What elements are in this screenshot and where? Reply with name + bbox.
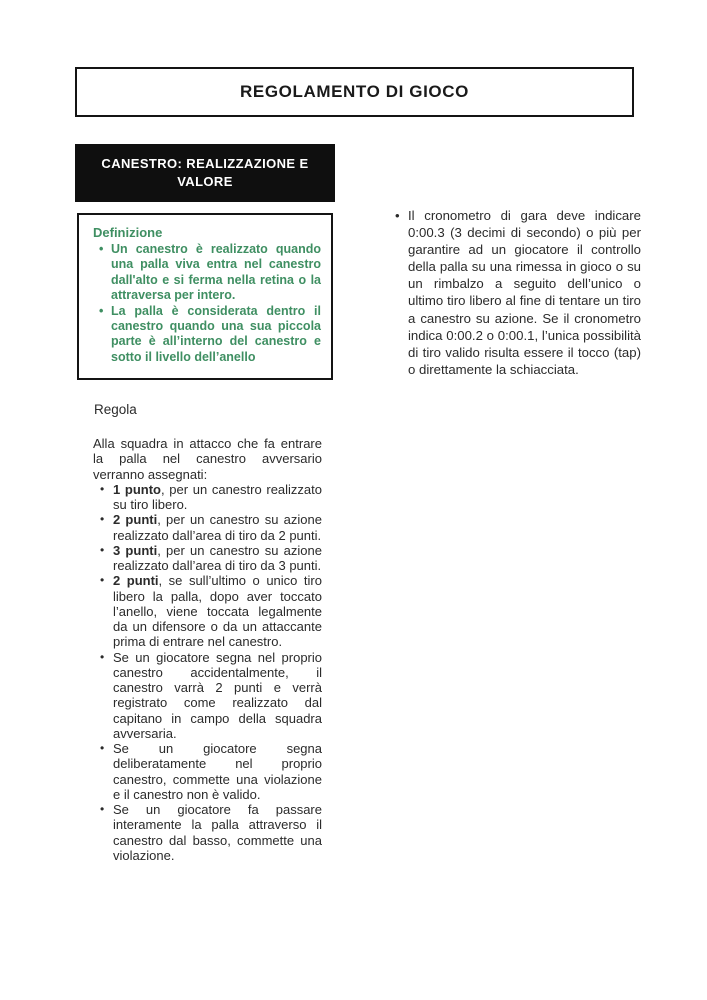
rule-bullet-text: , per un canestro su azione realizzato dall’area di tiro da 3 punti.	[113, 542, 322, 573]
rule-bullet	[113, 650, 322, 742]
chronometer-note-bullet: • Il cronometro di gara deve indicare 0:00.3 (3 decimi di secondo) o più per garantire ad un giocatore il controllo della palla su una rimessa in gioco o su un rimbalzo a seguito dell’unico o ultimo tiro libero al fine di tentare un tiro a canestro su azione. Se il cronometro indica 0:00.2 o 0:00.1, l’unica possibilità di tiro valido risulta essere il tocco (tap) o direttamente la schiacciata.	[408, 207, 641, 378]
rule-bullet	[113, 512, 322, 543]
rule-bullet-text: , per un canestro su azione realizzato dall’area di tiro da 2 punti.	[113, 512, 322, 543]
definition-bullet: • Un canestro è realizzato quando una palla viva entra nel canestro dall'alto e si ferma nella retina o la attraversa per intero.	[111, 242, 321, 304]
rule-bullet-bold: 3 punti	[113, 542, 158, 558]
definition-bullet: • La palla è considerata dentro il canestro quando una sua piccola parte è all’interno del canestro e sotto il livello dell’anello	[111, 304, 321, 366]
chronometer-note-column	[389, 207, 641, 378]
definition-box	[77, 213, 333, 380]
rule-bullet-text: , per un canestro realizzato su tiro libero.	[113, 481, 323, 512]
rule-list	[93, 482, 322, 863]
rule-section	[93, 436, 322, 863]
chronometer-note-list	[389, 207, 641, 378]
rule-intro: Alla squadra in attacco che fa entrare la palla nel canestro avversario verranno assegnati:	[93, 436, 322, 482]
rule-heading: Regola	[94, 402, 137, 417]
rule-bullet-bold: 1 punto	[113, 481, 161, 497]
rule-bullet-text: , se sull’ultimo o unico tiro libero la palla, dopo aver toccato l’anello, viene toccata legalmente da un difensore o da un attaccante prima di entrare nel canestro.	[113, 573, 322, 650]
rule-bullet	[113, 802, 322, 863]
page-title: REGOLAMENTO DI GIOCO	[240, 82, 469, 101]
section-header	[75, 144, 335, 202]
rule-bullet	[113, 573, 322, 649]
rule-bullet-bold: 2 punti	[113, 512, 158, 528]
rule-bullet	[113, 482, 322, 513]
rule-bullet	[113, 741, 322, 802]
definition-heading: Definizione	[93, 225, 163, 240]
page-title-box	[75, 67, 634, 117]
rule-bullet-bold: 2 punti	[113, 573, 159, 589]
rule-bullet-text: Se un giocatore segna deliberatamente nel proprio canestro, commette una violazione e il canestro non è valido.	[113, 741, 322, 802]
section-header-label: CANESTRO: REALIZZAZIONE E VALORE	[101, 156, 309, 189]
rule-bullet-text: Se un giocatore fa passare interamente la palla attraverso il canestro dal basso, commette una violazione.	[113, 802, 322, 863]
rule-bullet	[113, 543, 322, 574]
rule-bullet-text: Se un giocatore segna nel proprio canestro accidentalmente, il canestro varrà 2 punti e verrà registrato come realizzato dal capitano in campo della squadra avversaria.	[113, 649, 322, 741]
definition-list	[93, 242, 321, 365]
